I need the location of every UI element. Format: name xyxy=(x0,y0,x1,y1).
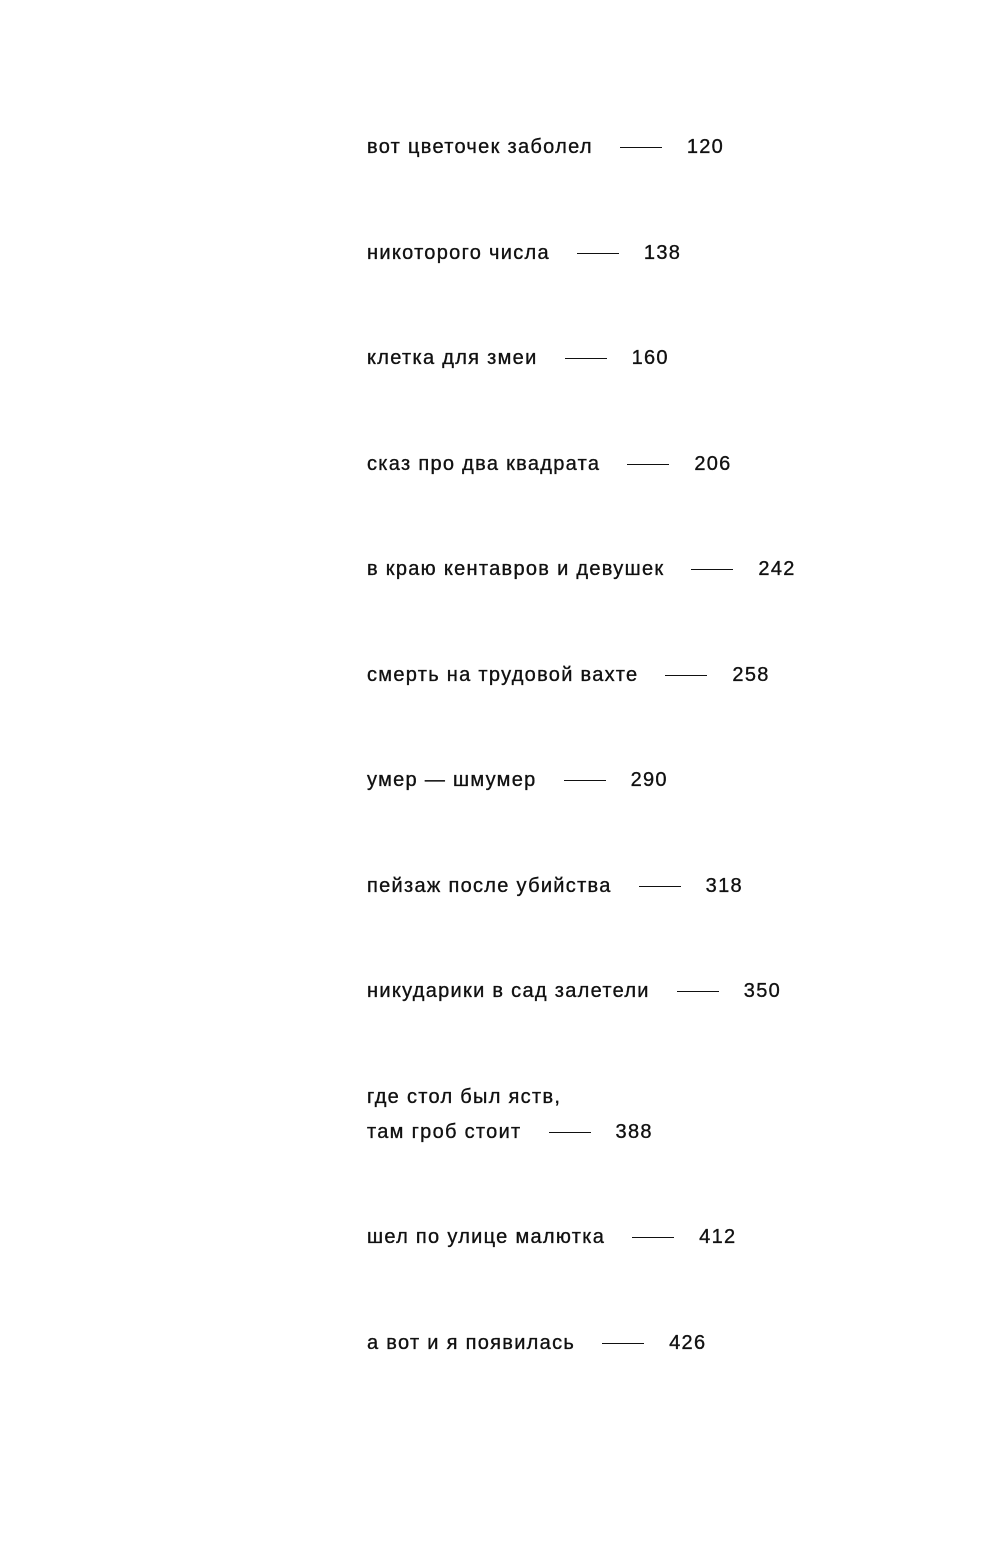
leader-dash xyxy=(602,1343,644,1344)
leader-dash xyxy=(549,1132,591,1133)
toc-entry-line xyxy=(367,1115,796,1150)
page-number: 206 xyxy=(694,452,732,475)
toc-entry xyxy=(367,1326,796,1361)
leader-dash xyxy=(564,780,606,781)
toc-entry-line xyxy=(367,869,796,904)
leader-dash xyxy=(639,886,681,887)
toc-entry xyxy=(367,1220,796,1255)
entry-title: а вот и я появилась xyxy=(367,1331,576,1354)
entry-title: в краю кентавров и девушек xyxy=(367,558,665,580)
page-number: 426 xyxy=(669,1331,707,1354)
page-number: 350 xyxy=(743,980,782,1002)
entry-title: никударики в сад залетели xyxy=(367,980,650,1002)
toc-entry-line xyxy=(367,658,796,693)
toc-entry xyxy=(367,1080,796,1150)
leader-dash xyxy=(677,991,719,992)
page-number: 388 xyxy=(615,1120,653,1143)
toc-entry-line xyxy=(367,236,796,271)
leader-dash xyxy=(632,1237,674,1238)
leader-dash xyxy=(665,675,707,676)
leader-dash xyxy=(627,464,669,465)
page-number: 318 xyxy=(705,874,743,897)
page-number: 290 xyxy=(630,769,668,791)
page-number: 138 xyxy=(643,241,682,264)
toc-entry-line xyxy=(367,447,796,482)
entry-title: сказ про два квадрата xyxy=(367,452,601,475)
entry-title: вот цветочек заболел xyxy=(367,136,593,158)
leader-dash xyxy=(620,147,662,148)
toc-entry xyxy=(367,869,796,904)
page-number: 412 xyxy=(699,1226,737,1248)
toc-entry xyxy=(367,658,796,693)
toc-entry-line xyxy=(367,974,796,1009)
page-number: 242 xyxy=(758,558,796,580)
entry-title: смерть на трудовой вахте xyxy=(367,663,639,686)
toc-entry xyxy=(367,763,796,798)
toc-entry xyxy=(367,130,796,165)
entry-title: шел по улице малютка xyxy=(367,1226,606,1248)
page-number: 258 xyxy=(732,663,770,686)
table-of-contents xyxy=(367,130,796,1431)
toc-entry xyxy=(367,447,796,482)
entry-title: там гроб стоит xyxy=(367,1120,522,1143)
entry-title: пейзаж после убийства xyxy=(367,874,612,897)
entry-title: где стол был яств, xyxy=(367,1085,562,1108)
toc-entry-line xyxy=(367,552,796,587)
toc-entry xyxy=(367,552,796,587)
toc-entry xyxy=(367,974,796,1009)
toc-entry-line xyxy=(367,1080,796,1115)
page-number: 120 xyxy=(686,136,725,158)
entry-title: умер — шмумер xyxy=(367,769,537,791)
leader-dash xyxy=(691,569,733,570)
leader-dash xyxy=(565,358,607,359)
toc-entry-line xyxy=(367,1220,796,1255)
toc-entry-line xyxy=(367,341,796,376)
toc-entry-line xyxy=(367,763,796,798)
toc-entry-line xyxy=(367,1326,796,1361)
entry-title: никоторого числа xyxy=(367,241,550,264)
toc-entry-line xyxy=(367,130,796,165)
toc-entry xyxy=(367,236,796,271)
entry-title: клетка для змеи xyxy=(367,347,538,369)
toc-entry xyxy=(367,341,796,376)
page-number: 160 xyxy=(631,347,669,369)
leader-dash xyxy=(577,253,619,254)
